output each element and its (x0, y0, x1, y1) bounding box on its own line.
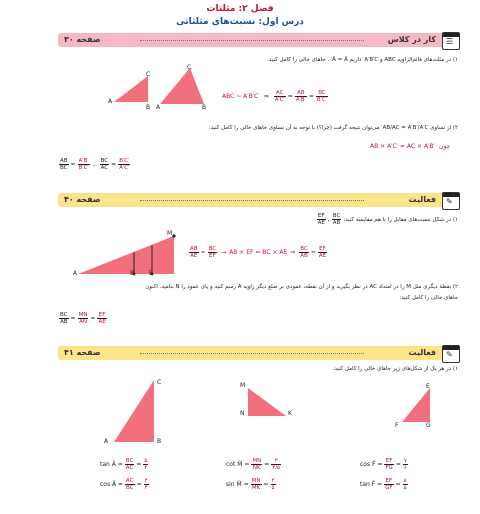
s2-label-a: A (73, 270, 78, 277)
formula-cot-m: cot M̂ = $\frac{MN}{NK}$ = $\frac{۳}{۴/۵}$ (226, 458, 281, 471)
s1-answer-row (370, 143, 450, 150)
s1-label-cp: C (187, 64, 192, 71)
band-divider (140, 200, 364, 201)
s1-answer: AB × A′C′ = AC × A′B′ (370, 143, 435, 150)
ratio-num-2: AB (295, 90, 307, 97)
formula-cos-f: cos F̂ = $\frac{EF}{FG}$ = $\frac{۷}{۶}$ (360, 458, 407, 471)
band-divider (140, 40, 364, 41)
s1-label-ap: A (156, 104, 161, 111)
s2-label-m: M (167, 230, 173, 237)
section-page: صفحه ۳۰ (64, 35, 101, 44)
s2-cross-product: AB × EF = BC × AE (229, 249, 288, 256)
formula-tan-f: tan F̂ = $\frac{EF}{GF}$ = $\frac{۸}{۵}$ (360, 478, 407, 491)
section-title: فعالیت (408, 348, 436, 357)
s3-label-g: G (426, 422, 431, 429)
calendar-icon: ☰ (442, 32, 460, 50)
section-title: فعالیت (408, 195, 436, 204)
section-page: صفحه ۴۱ (64, 348, 101, 357)
s1-bottom-ratios: $\frac{AB}{BC}$ = $\frac{A'B'}{B'C'}$ , $\frac{BC}{AC}$ = $\frac{B'C'}{A'C'}$ (60, 158, 130, 171)
s1-question-2: ۲) از تساوی AB/AC = A′B′/A′C′ می‌توان نتیجه گرفت (چرا؟) با توجه به آن تساوی جاهای خالی را کامل کنید: (208, 125, 458, 131)
formula-tan-a: tan Â = $\frac{BC}{AC}$ = $\frac{۵}{۴}$ (100, 458, 148, 471)
ratio-den-3: B′C′ (316, 97, 328, 103)
calendar-icon: ✎ (442, 192, 460, 210)
s1-answer-label: چون (438, 143, 451, 150)
formula-sin-m: sin M̂ = $\frac{MN}{MK}$ = $\frac{۴}{۵}$ (226, 478, 275, 491)
ratio-num-1: AC (274, 90, 286, 97)
s2-question-1: ۱) در شکل نسبت‌های مقابل را با هم مقایسه کنید: (343, 216, 458, 223)
s2-question-2: ۲) نقطهٔ دیگری مثل M را در امتداد AC در نظر بگیرید و از آن نقطه، عمودی بر ضلع دیگر زاویه A رسم کنید و پای عمود را N بنامید. اکنون (145, 284, 458, 290)
s3-label-n: N (240, 410, 245, 417)
section-band-activity-41 (58, 346, 460, 360)
s2-label-b: B (130, 270, 135, 277)
ratio-den-2: A′B′ (295, 97, 306, 103)
triangle-abc (114, 76, 148, 102)
s1-label-b: B (146, 104, 151, 111)
s3-label-k: K (288, 410, 292, 417)
s3-triangle-mnk (244, 384, 290, 420)
s3-label-m: M (240, 382, 246, 389)
s1-label-bp: B (202, 104, 207, 111)
chapter-title: فصل ۲: مثلثات (206, 4, 274, 14)
lesson-title: درس اول: نسبت‌های مثلثاتی (176, 17, 304, 27)
s1-similarity-row: ABC ~ A′B′C′ ⇒ $\frac{AC}{A'C'}$ = $\frac{AB}{A'B'}$ = $\frac{BC}{B'C'}$ (222, 90, 328, 103)
band-divider (140, 353, 364, 354)
s1-question-1: ۱) در مثلث‌های قائم‌الزاویه ABC و A′B′C′ داریم Â = Â′ . جاهای خالی را کامل کنید. (267, 57, 458, 63)
calendar-icon: ✎ (442, 345, 460, 363)
s1-label-a: A (108, 98, 113, 105)
s3-question-1: ۱) در هر یک از شکل‌های زیر جاهای خالی را کامل کنید. (332, 366, 458, 372)
section-band-class-work (58, 33, 460, 47)
section-page: صفحه ۴۰ (64, 195, 101, 204)
s2-question-2b: جاهای خالی را کامل کنید: (399, 295, 458, 301)
ratio-num-3: BC (316, 90, 328, 97)
s3-label-b: B (157, 438, 162, 445)
section-band-activity-40 (58, 193, 460, 207)
s2-question-1-row: ۱) در شکل نسبت‌های مقابل را با هم مقایسه کنید: $\frac{BC}{AB}$ , $\frac{EF}{AE}$ (317, 213, 458, 226)
s2-chain-row: $\frac{AB}{AE}$ = $\frac{BC}{EF}$ → AB × EF = BC × AE ⇒ $\frac{BC}{AB}$ = $\frac{EF}{AE}$ (190, 246, 327, 259)
s3-label-a: A (104, 438, 109, 445)
s2-triangle-figure (72, 228, 182, 280)
s3-label-c: C (157, 379, 162, 386)
s3-label-e: E (426, 383, 430, 390)
s3-label-f: F (395, 422, 399, 429)
formula-cos-a: cos Â = $\frac{AC}{BC}$ = $\frac{۴}{۳}$ (100, 478, 148, 491)
triangle-amn (78, 236, 174, 274)
s2-label-e: E (149, 270, 153, 277)
triangle-abc-prime (160, 68, 204, 104)
s2-result-row: $\frac{BC}{AB}$ = $\frac{MN}{AN}$ = $\frac{EF}{AE}$ (60, 312, 106, 325)
similarity-statement: ABC ~ A′B′C′ (222, 93, 260, 100)
ratio-den-1: A′C′ (274, 97, 285, 103)
s1-label-c: C (146, 71, 151, 78)
section-title: کار در کلاس (387, 35, 436, 44)
